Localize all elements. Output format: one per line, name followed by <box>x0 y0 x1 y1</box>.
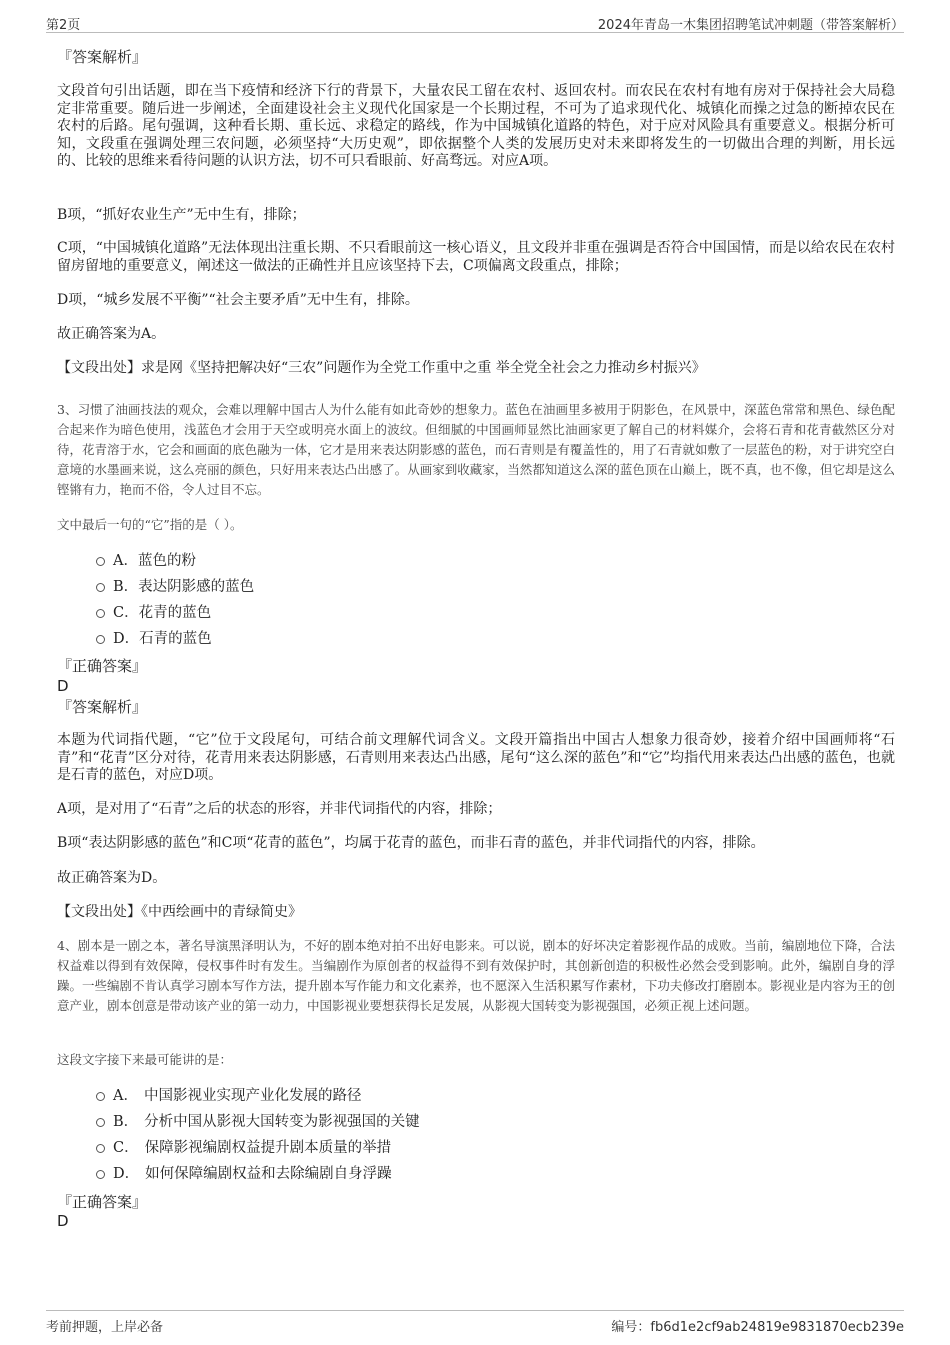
document-title: 2024年青岛一木集团招聘笔试冲刺题（带答案解析） <box>597 18 904 33</box>
option-text: 分析中国从影视大国转变为影视强国的关键 <box>144 1114 420 1130</box>
option-text: 花青的蓝色 <box>138 605 212 621</box>
question-3-option-d[interactable] <box>96 629 212 651</box>
question-3-source: 【文段出处】《中西绘画中的青绿简史》 <box>57 904 302 920</box>
question-3-stem: 3、习惯了油画技法的观众，会难以理解中国古人为什么能有如此奇妙的想象力。蓝色在油画里多被用于阴影色，在风景中，深蓝色常常和黑色、绿色配合起来作为暗色使用，浅蓝色才会用于天空或明亮水面上的波纹。但细腻的中国画师显然比油画家更了解自己的材料媒介，会将石青和花青截然区分对待，花青溶于水，它会和画面的底色融为一体，它才是用来表达阴影感的蓝色，而石青则是有覆盖性的，用了石青就如敷了一层蓝色的粉，对于讲究空白意境的水墨画来说，这么亮丽的颜色，只好用来表达凸出感了。从画家到收藏家，当然都知道这么深的蓝色顶在山巅上，既不真，也不像，但它却是这么铿锵有力，艳而不俗，令人过目不忘。 <box>57 402 895 497</box>
option-letter: B． <box>113 579 139 595</box>
radio-icon[interactable] <box>96 609 105 618</box>
analysis-option-d: D项，“城乡发展不平衡”“社会主要矛盾”无中生有，排除。 <box>57 292 419 308</box>
radio-icon[interactable] <box>96 635 105 644</box>
option-letter: D． <box>113 1166 140 1182</box>
question-3-prompt: 文中最后一句的“它”指的是（ ）。 <box>57 517 243 532</box>
option-text: 中国影视业实现产业化发展的路径 <box>143 1088 362 1104</box>
question-4-option-c[interactable] <box>96 1138 391 1160</box>
analysis-label: 『答案解析』 <box>57 698 148 716</box>
code-label: 编号： <box>611 1320 651 1335</box>
radio-icon[interactable] <box>96 1118 105 1127</box>
page-footer <box>46 1310 904 1336</box>
passage-source: 【文段出处】求是网《坚持把解决好“三农”问题作为全党工作重中之重 举全党全社会之力推动乡村振兴》 <box>57 360 706 376</box>
question-3-option-b[interactable] <box>96 577 254 599</box>
analysis-option-b: B项，“抓好农业生产”无中生有，排除； <box>57 207 306 223</box>
option-letter: A． <box>113 553 138 569</box>
question-4-option-a[interactable] <box>96 1086 361 1108</box>
radio-icon[interactable] <box>96 583 105 592</box>
question-3-analysis-bc: B项“表达阴影感的蓝色”和C项“花青的蓝色”，均属于花青的蓝色，而非石青的蓝色，并非代词指代的内容，排除。 <box>57 835 765 851</box>
analysis-label: 『答案解析』 <box>57 48 148 66</box>
option-text: 蓝色的粉 <box>137 553 196 569</box>
question-4-prompt: 这段文字接下来最可能讲的是： <box>57 1052 233 1067</box>
code-value: fb6d1e2cf9ab24819e9831870ecb239e <box>650 1320 904 1335</box>
option-letter: A． <box>113 1088 138 1104</box>
analysis-option-c: C项，“中国城镇化道路”无法体现出注重长期、不只看眼前这一核心语义，且文段并非重在强调是否符合中国国情，而是以给农民在农村留房留地的重要意义，阐述这一做法的正确性并且应该坚持下去，C项偏离文段重点，排除； <box>57 240 895 274</box>
question-4-stem: 4、剧本是一剧之本，著名导演黑泽明认为，不好的剧本绝对拍不出好电影来。可以说，剧本的好坏决定着影视作品的成败。当前，编剧地位下降，合法权益难以得到有效保障，侵权事件时有发生。当编剧作为原创者的权益得不到有效保护时，其创新创造的积极性必然会受到影响。此外，编剧自身的浮躁。一些编剧不肯认真学习剧本写作方法，提升剧本写作能力和文化素养，也不愿深入生活积累写作素材，下功夫修改打磨剧本。影视业是内容为王的创意产业，剧本创意是带动该产业的第一动力，中国影视业要想获得长足发展，从影视大国转变为影视强国，必须正视上述问题。 <box>57 938 895 1013</box>
correct-answer-label: 『正确答案』 <box>57 657 148 675</box>
correct-answer-value: D <box>57 677 69 695</box>
question-3-analysis-a: A项，是对用了“石青”之后的状态的形容，并非代词指代的内容，排除； <box>57 801 502 817</box>
analysis-conclusion: 故正确答案为A。 <box>57 326 166 342</box>
question-3-analysis: 本题为代词指代题，“它”位于文段尾句，可结合前文理解代词含义。文段开篇指出中国古人想象力很奇妙，接着介绍中国画师将“石青”和“花青”区分对待，花青用来表达阴影感，石青则用来表达凸出感，尾句“这么深的蓝色”和“它”均指代用来表达凸出感的蓝色，也就是石青的蓝色，对应D项。 <box>57 732 895 783</box>
document-code <box>611 1316 904 1335</box>
option-letter: C． <box>113 1140 139 1156</box>
radio-icon[interactable] <box>96 1144 105 1153</box>
question-4-option-b[interactable] <box>96 1112 420 1134</box>
option-letter: C． <box>113 605 139 621</box>
option-letter: D． <box>113 631 140 647</box>
option-text: 表达阴影感的蓝色 <box>138 579 255 595</box>
page-number: 第2页 <box>46 18 81 33</box>
correct-answer-label: 『正确答案』 <box>57 1193 148 1211</box>
question-3-conclusion: 故正确答案为D。 <box>57 870 167 886</box>
analysis-text: 文段首句引出话题，即在当下疫情和经济下行的背景下，大量农民工留在农村、返回农村。而农民在农村有地有房对于保持社会大局稳定非常重要。随后进一步阐述，全面建设社会主义现代化国家是一个长期过程，不可为了追求现代化、城镇化而操之过急的断掉农民在农村的后路。尾句强调，这种看长期、重长远、求稳定的路线，作为中国城镇化道路的特色，对于应对风险具有重要意义。根据分析可知，文段重在强调处理三农问题，必须坚持“大历史观”，即依据整个人类的发展历史对未来即将发生的一切做出合理的判断，用长远的、比较的思维来看待问题的认识方法，切不可只看眼前、好高骛远。对应A项。 <box>57 83 895 169</box>
option-text: 保障影视编剧权益提升剧本质量的举措 <box>144 1140 392 1156</box>
footer-slogan: 考前押题，上岸必备 <box>46 1320 164 1335</box>
option-letter: B． <box>113 1114 139 1130</box>
correct-answer-value: D <box>57 1212 69 1230</box>
radio-icon[interactable] <box>96 557 105 566</box>
radio-icon[interactable] <box>96 1170 105 1179</box>
question-4-option-d[interactable] <box>96 1164 392 1186</box>
option-text: 石青的蓝色 <box>139 631 212 647</box>
question-3-option-c[interactable] <box>96 603 211 625</box>
option-text: 如何保障编剧权益和去除编剧自身浮躁 <box>145 1166 392 1182</box>
question-3-option-a[interactable] <box>96 551 196 573</box>
page-header <box>46 12 904 33</box>
radio-icon[interactable] <box>96 1092 105 1101</box>
